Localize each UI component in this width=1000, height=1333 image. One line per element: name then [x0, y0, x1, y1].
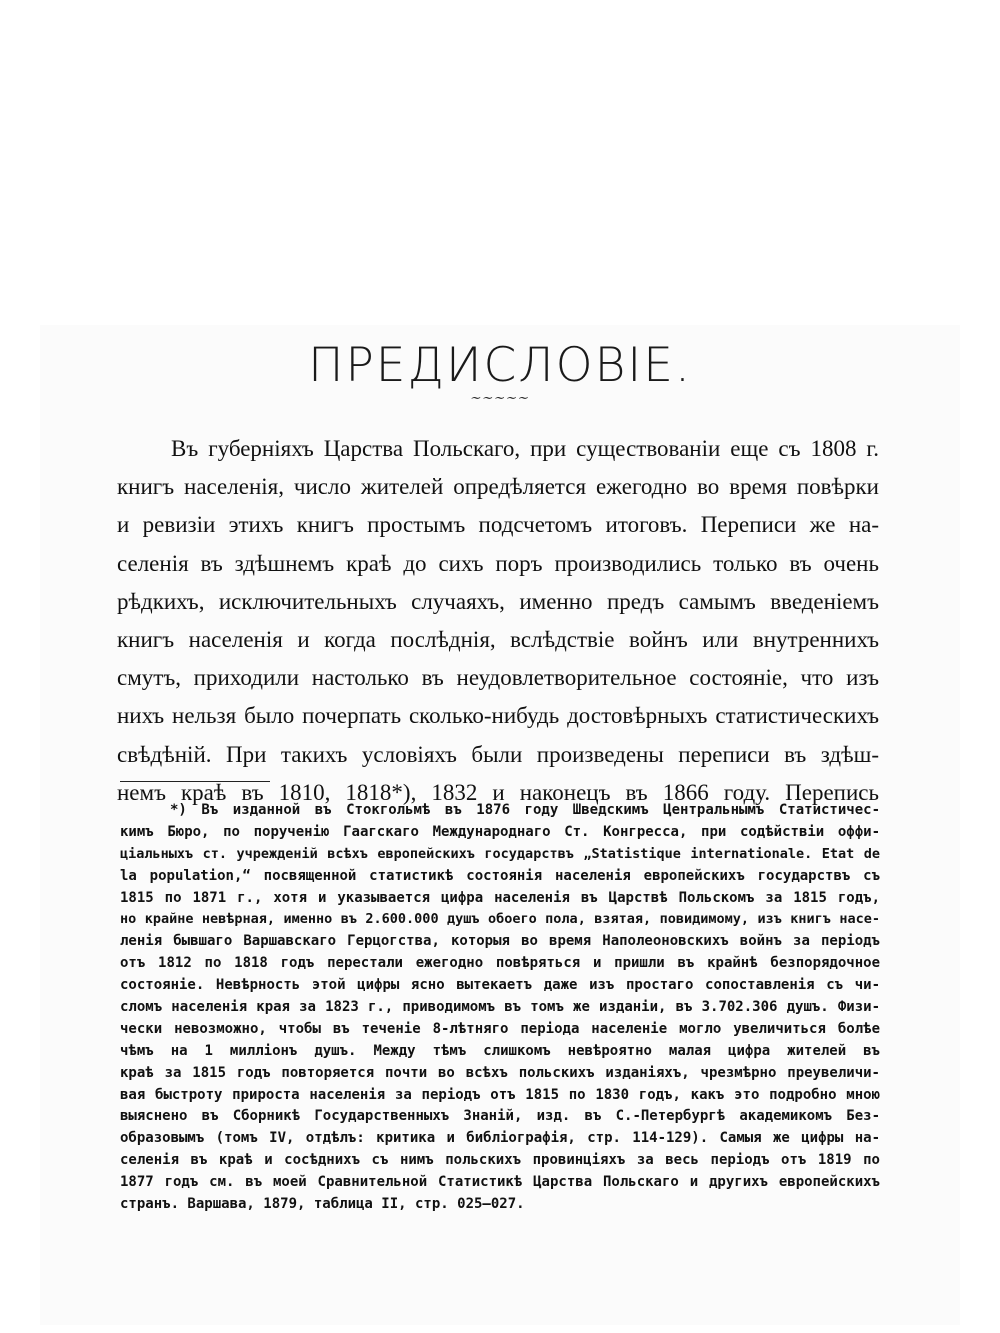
body-line: книгъ населенія и когда послѣднія, вслѣдствіе войнъ или внутреннихъ — [117, 626, 879, 652]
footnote-line: ленія бывшаго Варшавскаго Герцогства, которыя во время Наполеоновскихъ войнъ за періодъ — [120, 933, 880, 950]
footnote — [120, 800, 880, 1216]
footnote-line: странъ. Варшава, 1879, таблица II, стр. 025—027. — [120, 1196, 525, 1213]
footnote-line: образовымъ (томъ IV, отдѣлъ: критика и библіографія, стр. 114-129). Самыя же цифры на- — [120, 1130, 880, 1147]
footnote-line: кимъ Бюро, по порученію Гаагскаго Международнаго Ст. Конгресса, при содѣйствіи оффи- — [120, 823, 880, 840]
footnote-line: 1815 по 1871 г., хотя и указывается цифра населенія въ Царствѣ Польскомъ за 1815 годъ, — [120, 889, 880, 906]
body-line: книгъ населенія, число жителей опредѣляется ежегодно во время повѣрки — [117, 474, 879, 500]
body-line: немъ краѣ въ 1810, 1818*), 1832 и наконецъ въ 1866 году. Перепись — [117, 779, 879, 805]
footnote-line: состояніе. Невѣрность этой цифры ясно вытекаетъ даже изъ простаго сопоставленія съ чи- — [120, 977, 880, 994]
footnote-line: la population,“ посвященной статистикѣ состоянія населенія европейскихъ государствъ съ — [120, 867, 880, 884]
footnote-separator — [120, 781, 270, 782]
page-title: ПРЕДИСЛОВІЕ. — [308, 338, 692, 393]
footnote-line: выяснено въ Сборникѣ Государственныхъ Знаній, изд. въ С.-Петербургѣ академикомъ Без- — [120, 1108, 880, 1125]
footnote-line: селенія въ краѣ и сосѣднихъ съ нимъ польскихъ провинціяхъ за весь періодъ отъ 1819 по — [120, 1152, 880, 1169]
body-line: селенія въ здѣшнемъ краѣ до сихъ поръ производились только въ очень — [117, 550, 879, 576]
main-paragraph — [117, 430, 879, 812]
body-line: смутъ, приходили настолько въ неудовлетворительное состояніе, что изъ — [117, 665, 879, 691]
body-line: Въ губерніяхъ Царства Польскаго, при существованіи еще съ 1808 г. — [171, 436, 879, 461]
footnote-line: чѣмъ на 1 милліонъ душъ. Между тѣмъ слишкомъ невѣроятно малая цифра жителей въ — [120, 1042, 880, 1059]
footnote-line: вая быстроту прироста населенія за періодъ отъ 1815 по 1830 годъ, какъ это подробно мною — [120, 1086, 880, 1103]
footnote-line: но крайне невѣрная, именно въ 2.600.000 душъ обоего пола, взятая, повидимому, изъ книгъ насе- — [120, 911, 880, 928]
title-ornament: ~~~~~ — [467, 391, 533, 406]
footnote-line: 1877 годъ см. въ моей Сравнительной Статистикѣ Царства Польскаго и другихъ европейскихъ — [120, 1174, 880, 1191]
body-line: рѣдкихъ, исключительныхъ случаяхъ, именно предъ самымъ введеніемъ — [117, 588, 879, 614]
footnote-line: отъ 1812 по 1818 годъ перестали ежегодно повѣряться и пришли въ крайнѣ безпорядочное — [120, 955, 880, 972]
footnote-line: *) Въ изданной въ Стокгольмѣ въ 1876 году Шведскимъ Центральнымъ Статистичес- — [170, 802, 880, 818]
body-line: свѣдѣній. При такихъ условіяхъ были произведены переписи въ здѣш- — [117, 741, 879, 767]
footnote-line: чески невозможно, чтобы въ теченіе 8-лѣтняго періода населеніе могло увеличиться болѣе — [120, 1020, 880, 1037]
body-line: и ревизіи этихъ книгъ простымъ подсчетомъ итоговъ. Переписи же на- — [117, 512, 879, 538]
footnote-line: сломъ населенія края за 1823 г., приводимомъ въ томъ же изданіи, въ 3.702.306 душъ. Физи- — [120, 999, 880, 1016]
body-line: нихъ нельзя было почерпать сколько-нибудь достовѣрныхъ статистическихъ — [117, 703, 879, 729]
footnote-line: краѣ за 1815 годъ повторяется почти во всѣхъ польскихъ изданіяхъ, чрезмѣрно преувеличи- — [120, 1064, 880, 1081]
footnote-line: ціальныхъ ст. учрежденій всѣхъ европейскихъ государствъ „Statistique internationale. Etat de — [120, 845, 880, 862]
